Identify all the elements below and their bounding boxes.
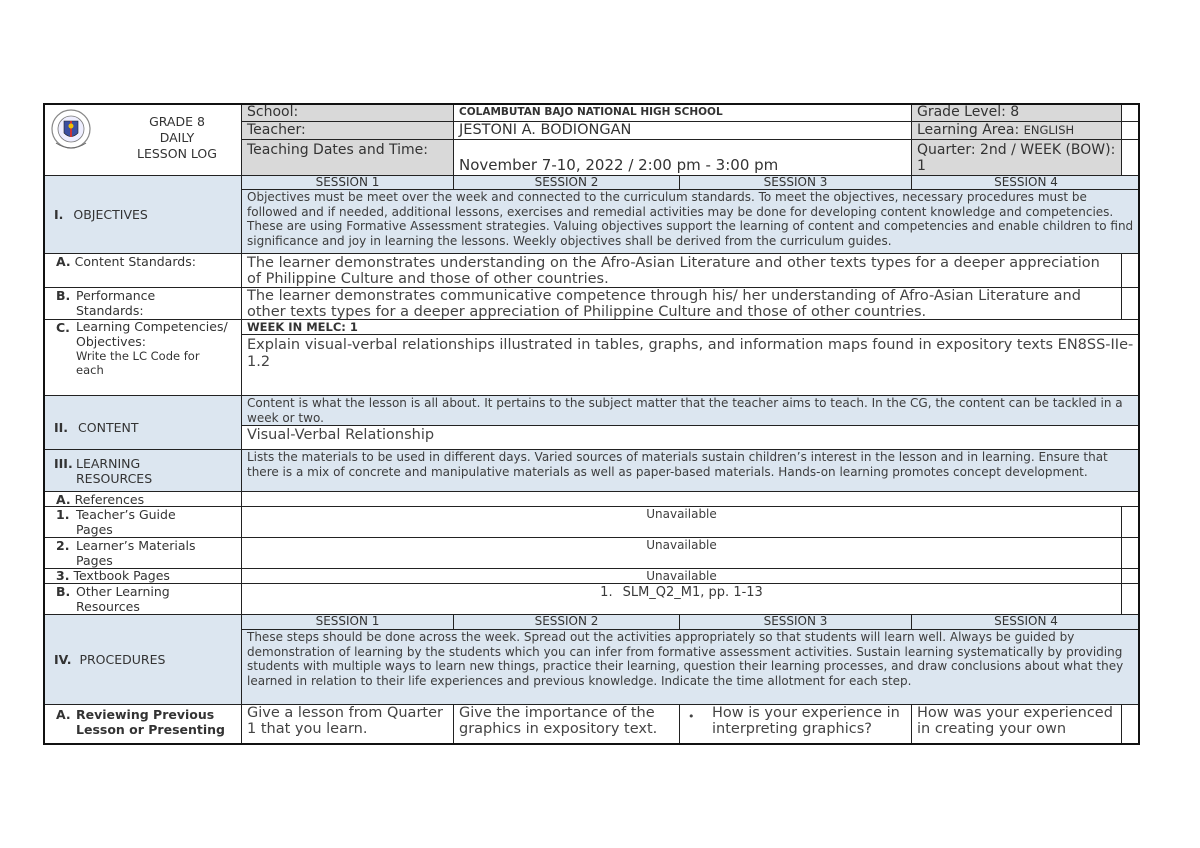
school-value: COLAMBUTAN BAJO NATIONAL HIGH SCHOOL — [453, 103, 911, 121]
textbook-pages-value: Unavailable — [241, 568, 1121, 583]
proc-session-2-header: SESSION 2 — [453, 614, 679, 629]
other-resources-value-num: 1. — [600, 585, 613, 600]
learners-materials-label — [43, 537, 241, 568]
competencies-label — [43, 319, 241, 395]
objectives-label: OBJECTIVES — [73, 207, 148, 222]
resources-num: III. — [54, 456, 73, 471]
teachers-guide-value: Unavailable — [241, 506, 1121, 537]
learning-area — [911, 121, 1121, 139]
other-resources-num: B. — [56, 584, 71, 599]
teacher-label: Teacher: — [241, 121, 453, 139]
review-margin — [1121, 704, 1140, 745]
teachers-guide-label — [43, 506, 241, 537]
textbook-pages-margin — [1121, 568, 1140, 583]
content-num: II. — [54, 420, 69, 435]
learning-area-value: ENGLISH — [1023, 123, 1075, 137]
resources-label: LEARNING RESOURCES — [76, 456, 153, 486]
performance-standards-margin — [1121, 287, 1140, 319]
other-resources-margin — [1121, 583, 1140, 614]
daily-lesson-log-table — [43, 103, 1140, 745]
learners-materials-margin — [1121, 537, 1140, 568]
content-standards-margin — [1121, 253, 1140, 287]
other-resources-label — [43, 583, 241, 614]
references-value — [241, 491, 1140, 506]
session-1-header: SESSION 1 — [241, 175, 453, 189]
log-title: GRADE 8 DAILY LESSON LOG — [137, 114, 217, 161]
header-margin-1 — [1121, 103, 1140, 121]
other-resources-value — [241, 583, 1121, 614]
school-label: School: — [241, 103, 453, 121]
bullet-icon: • — [688, 710, 695, 723]
content-standards-num: A. — [56, 254, 71, 269]
header-margin-3 — [1121, 139, 1140, 175]
competencies-text-label: Learning Competencies/Objectives: — [76, 319, 228, 349]
other-resources-value-text: SLM_Q2_M1, pp. 1-13 — [622, 585, 763, 600]
content-standards-text-label: Content Standards: — [74, 254, 196, 269]
week-in-melc: WEEK IN MELC: 1 — [241, 319, 1140, 334]
content-standards-label — [43, 253, 241, 287]
proc-session-1-header: SESSION 1 — [241, 614, 453, 629]
textbook-pages-text-label: Textbook Pages — [73, 568, 170, 583]
learners-materials-text-label: Learner’s Materials Pages — [76, 538, 196, 568]
teacher-value: JESTONI A. BODIONGAN — [453, 121, 911, 139]
review-session-3-text: How is your experience in interpreting graphics? — [712, 705, 900, 737]
grade-level: Grade Level: 8 — [911, 103, 1121, 121]
dates-label: Teaching Dates and Time: — [241, 139, 453, 175]
review-label — [43, 704, 241, 745]
content-standards-value: The learner demonstrates understanding on the Afro-Asian Literature and other texts types for a deeper appreciation of Philippine Culture and those of other countries. — [241, 253, 1121, 287]
references-num: A. — [56, 492, 71, 506]
teachers-guide-text-label: Teacher’s Guide Pages — [76, 507, 176, 537]
review-session-2: Give the importance of the graphics in expository text. — [453, 704, 679, 745]
deped-seal-icon — [50, 107, 92, 155]
resources-description: Lists the materials to be used in different days. Varied sources of materials sustain children’s interest in the lesson and in learning. Ensure that there is a mix of concrete and manipulative materials as well as paper-based materials. Hands-on learning promotes concept development. — [241, 449, 1140, 491]
competencies-num: C. — [56, 320, 70, 335]
review-session-1: Give a lesson from Quarter 1 that you learn. — [241, 704, 453, 745]
review-num: A. — [56, 707, 71, 722]
textbook-pages-label — [43, 568, 241, 583]
review-session-4: How was your experienced in creating your own — [911, 704, 1121, 745]
performance-standards-num: B. — [56, 288, 71, 303]
proc-session-4-header: SESSION 4 — [911, 614, 1140, 629]
procedures-num: IV. — [54, 652, 72, 667]
content-label: CONTENT — [78, 420, 139, 435]
textbook-pages-num: 3. — [56, 568, 70, 583]
performance-standards-text-label: Performance Standards: — [76, 288, 156, 318]
logo-title-cell — [43, 103, 241, 175]
session-4-header: SESSION 4 — [911, 175, 1140, 189]
objectives-heading — [43, 175, 241, 253]
performance-standards-label — [43, 287, 241, 319]
competency-value: Explain visual-verbal relationships illustrated in tables, graphs, and information maps found in expository texts EN8SS-IIe-1.2 — [241, 334, 1140, 395]
references-label — [43, 491, 241, 506]
references-text-label: References — [74, 492, 145, 506]
objectives-description: Objectives must be meet over the week and connected to the curriculum standards. To meet the objectives, necessary procedures must be followed and if needed, additional lessons, exercises and remedial activities may be done for developing content knowledge and competencies. These are using Formative Assessment strategies. Valuing objectives support the learning of content and competencies and enable children to find significance and joy in learning the lessons. Weekly objectives shall be derived from the curriculum guides. — [241, 189, 1140, 253]
content-value: Visual-Verbal Relationship — [241, 425, 1140, 449]
content-heading — [43, 395, 241, 449]
procedures-label: PROCEDURES — [79, 652, 166, 667]
header-margin-2 — [1121, 121, 1140, 139]
performance-standards-value: The learner demonstrates communicative competence through his/ her understanding of Afro-Asian Literature and other texts types for a deeper appreciation of Philippine Culture and those of other countries. — [241, 287, 1121, 319]
objectives-num: I. — [54, 207, 64, 222]
teachers-guide-margin — [1121, 506, 1140, 537]
review-session-3 — [679, 704, 911, 745]
procedures-description: These steps should be done across the week. Spread out the activities appropriately so that students will learn well. Always be guided by demonstration of learning by the students which you can infer from formative assessment activities. Sustain learning systematically by providing students with multiple ways to learn new things, practice their learning, question their learning processes, and draw conclusions about what they learned in relation to their life experiences and previous knowledge. Indicate the time allotment for each step. — [241, 629, 1140, 704]
other-resources-text-label: Other Learning Resources — [76, 584, 170, 614]
learners-materials-value: Unavailable — [241, 537, 1121, 568]
learning-area-label: Learning Area: — [917, 122, 1020, 138]
quarter-week: Quarter: 2nd / WEEK (BOW): 1 — [911, 139, 1121, 175]
content-description: Content is what the lesson is all about. It pertains to the subject matter that the teacher aims to teach. In the CG, the content can be tackled in a week or two. — [241, 395, 1140, 425]
procedures-heading — [43, 614, 241, 704]
learners-materials-num: 2. — [56, 538, 70, 553]
proc-session-3-header: SESSION 3 — [679, 614, 911, 629]
review-text-label: Reviewing Previous Lesson or Presenting — [76, 707, 225, 737]
dates-value: November 7-10, 2022 / 2:00 pm - 3:00 pm — [453, 139, 911, 175]
teachers-guide-num: 1. — [56, 507, 70, 522]
session-3-header: SESSION 3 — [679, 175, 911, 189]
session-2-header: SESSION 2 — [453, 175, 679, 189]
competencies-note: Write the LC Code for each — [76, 349, 200, 377]
resources-heading — [43, 449, 241, 491]
